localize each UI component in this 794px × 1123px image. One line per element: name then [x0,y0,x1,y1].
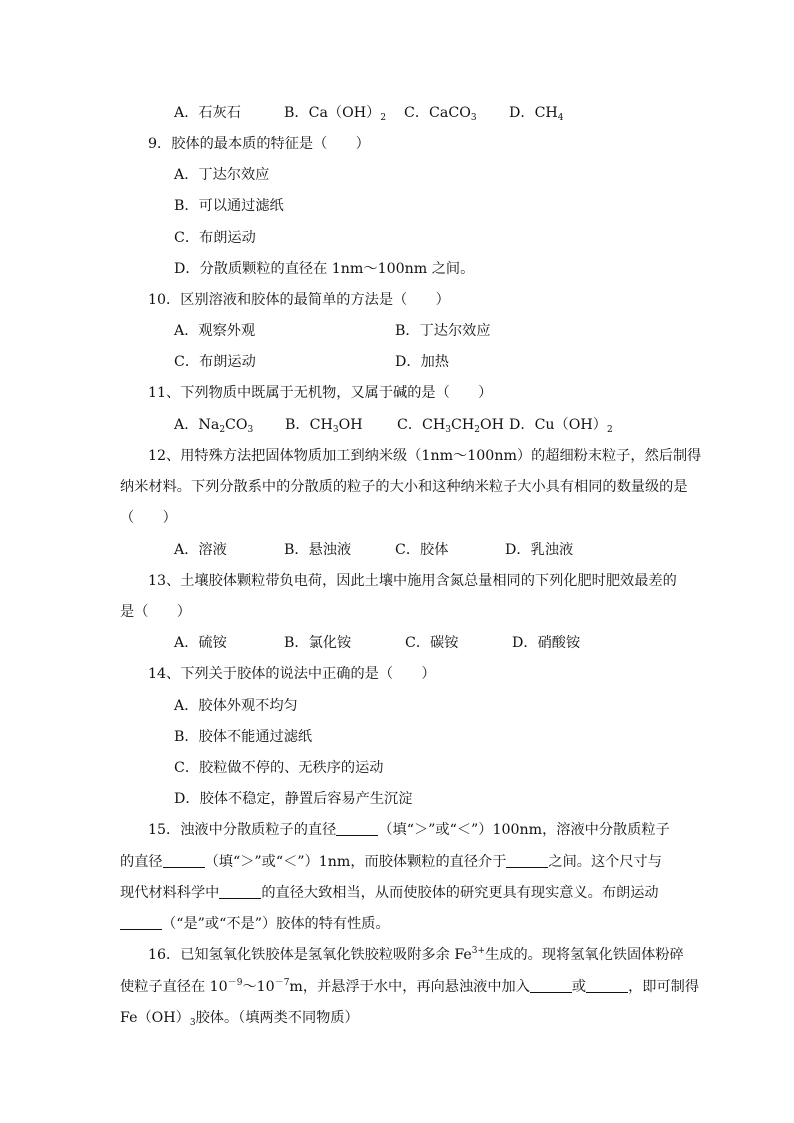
q11-option-a-text1: A．Na [174,417,220,433]
q11-option-a [174,415,253,435]
q12-stem-line3: （ ） [120,510,177,526]
q9-option-d: D．分散质颗粒的直径在 1nm～100nm 之间。 [174,261,475,277]
q13-option-b: B．氯化铵 [284,635,352,651]
q9-stem: 9．胶体的最本质的特征是（ ） [148,136,370,152]
q10-option-c: C．布朗运动 [174,354,256,370]
q11-option-c-sub2: 2 [474,425,480,435]
q12-option-c: C．胶体 [395,542,449,558]
q15-line4 [120,914,390,934]
q11-option-a-text2: CO [225,417,248,433]
q16-line2-text3: m，并悬浮于水中，再向悬浊液中加入 [289,979,530,995]
q11-option-d [509,415,613,435]
q15-blank-3[interactable] [506,853,548,868]
q11-option-d-text: D．Cu（OH） [509,417,607,433]
q11-option-c [397,415,504,435]
q8-option-b-text: B．Ca（OH） [284,105,381,121]
q8-option-c-sub: 3 [470,113,477,123]
q14-option-d: D．胶体不稳定，静置后容易产生沉淀 [174,791,413,807]
q9-option-a: A．丁达尔效应 [174,167,270,183]
q14-option-a: A．胶体外观不均匀 [174,698,298,714]
q15-blank-5[interactable] [120,915,162,930]
q15-line2 [120,852,662,872]
q16-line1 [148,945,684,965]
q16-line2-text4: 或 [571,979,587,995]
q8-option-b-sub: 2 [380,113,387,123]
q16-blank-1[interactable] [530,978,572,993]
q9-option-b: B．可以通过滤纸 [174,198,284,214]
q16-line2-text5: ，即可制得 [628,979,700,995]
q10-option-a: A．观察外观 [174,323,256,339]
q14-stem: 14、下列关于胶体的说法中正确的是（ ） [148,666,436,682]
q16-line3 [120,1008,359,1028]
q15-line1 [148,820,670,840]
q13-stem-line1: 13、土壤胶体颗粒带负电荷，因此土壤中施用含氮总量相同的下列化肥时肥效最差的 [148,573,677,589]
q8-option-b [284,103,386,123]
q11-option-a-sub2: 3 [247,425,254,435]
q15-line2-text2: （填“＞”或“＜”）1nm，而胶体颗粒的直径介于 [204,854,507,870]
q16-line2-sup2: －7 [274,978,290,988]
q15-line2-text1: 的直径 [120,854,163,870]
q15-blank-1[interactable] [336,821,378,836]
q12-option-a: A．溶液 [174,542,227,558]
q16-line3-sub: 3 [189,1018,196,1028]
q16-line1-text1: 16．已知氢氧化铁胶体是氢氧化铁胶粒吸附多余 Fe [148,947,472,963]
q11-option-b-sub: 3 [332,425,339,435]
q16-line2-text1: 使粒子直径在 10 [120,979,228,995]
q15-line3-text2: 的直径大致相当，从而使胶体的研究更具有现实意义。布朗运动 [261,885,659,901]
q8-option-d-text: D．CH [509,105,558,121]
q8-option-c-text: C．CaCO [404,105,471,121]
q15-line4-text: （“是”或“不是”）胶体的特有性质。 [162,916,390,932]
q12-option-b: B．悬浊液 [284,542,352,558]
q16-line2-sup1: －9 [227,978,243,988]
q8-option-c [404,103,477,123]
q12-option-d: D．乳浊液 [505,542,574,558]
q10-stem: 10．区别溶液和胶体的最简单的方法是（ ） [148,292,450,308]
q16-blank-2[interactable] [586,978,628,993]
q11-option-b [285,415,363,435]
q12-stem-line2: 纳米材料。下列分散系中的分散质的粒子的大小和这种纳米粒子大小具有相同的数量级的是 [120,479,688,495]
q11-stem: 11、下列物质中既属于无机物，又属于碱的是（ ） [148,385,493,401]
q15-blank-2[interactable] [163,853,205,868]
q13-stem-line2: 是（ ） [120,604,191,620]
q16-line3-text1: Fe（OH） [120,1010,190,1026]
q10-option-b: B．丁达尔效应 [395,323,491,339]
q11-option-c-sub1: 3 [445,425,452,435]
q16-line1-sup: 3+ [471,946,486,956]
q11-option-b-text2: OH [338,417,363,433]
q12-stem-line1: 12、用特殊方法把固体物质加工到纳米级（1nm～100nm）的超细粉末粒子，然后制得 [148,448,702,464]
q11-option-c-text1: C．CH [397,417,446,433]
q11-option-a-sub1: 2 [219,425,226,435]
q9-option-c: C．布朗运动 [174,230,256,246]
q16-line1-text2: 生成的。现将氢氧化铁固体粉碎 [485,947,684,963]
q10-option-d: D．加热 [395,354,449,370]
q15-line3-text1: 现代材料科学中 [120,885,220,901]
q16-line2-text2: ～10 [242,979,275,995]
q11-option-d-sub: 2 [606,425,613,435]
q11-option-c-text2: CH [451,417,475,433]
q8-option-d-sub: 4 [557,113,564,123]
q15-line2-text3: 之间。这个尺寸与 [548,854,662,870]
q13-option-a: A．硫铵 [174,635,227,651]
q14-option-b: B．胶体不能通过滤纸 [174,729,313,745]
q11-option-b-text1: B．CH [285,417,333,433]
q15-line1-text2: （填“＞”或“＜”）100nm，溶液中分散质粒子 [378,822,670,838]
q16-line3-text2: 胶体。（填两类不同物质） [195,1010,359,1026]
q13-option-d: D．硝酸铵 [512,635,581,651]
q8-option-a: A．石灰石 [174,105,241,121]
q16-line2 [120,977,699,997]
q8-option-d [509,103,564,123]
q14-option-c: C．胶粒做不停的、无秩序的运动 [174,760,384,776]
q15-line1-text1: 15．浊液中分散质粒子的直径 [148,822,337,838]
q11-option-c-text3: OH [479,417,504,433]
q15-blank-4[interactable] [219,884,261,899]
q13-option-c: C．碳铵 [405,635,459,651]
q15-line3 [120,883,659,903]
